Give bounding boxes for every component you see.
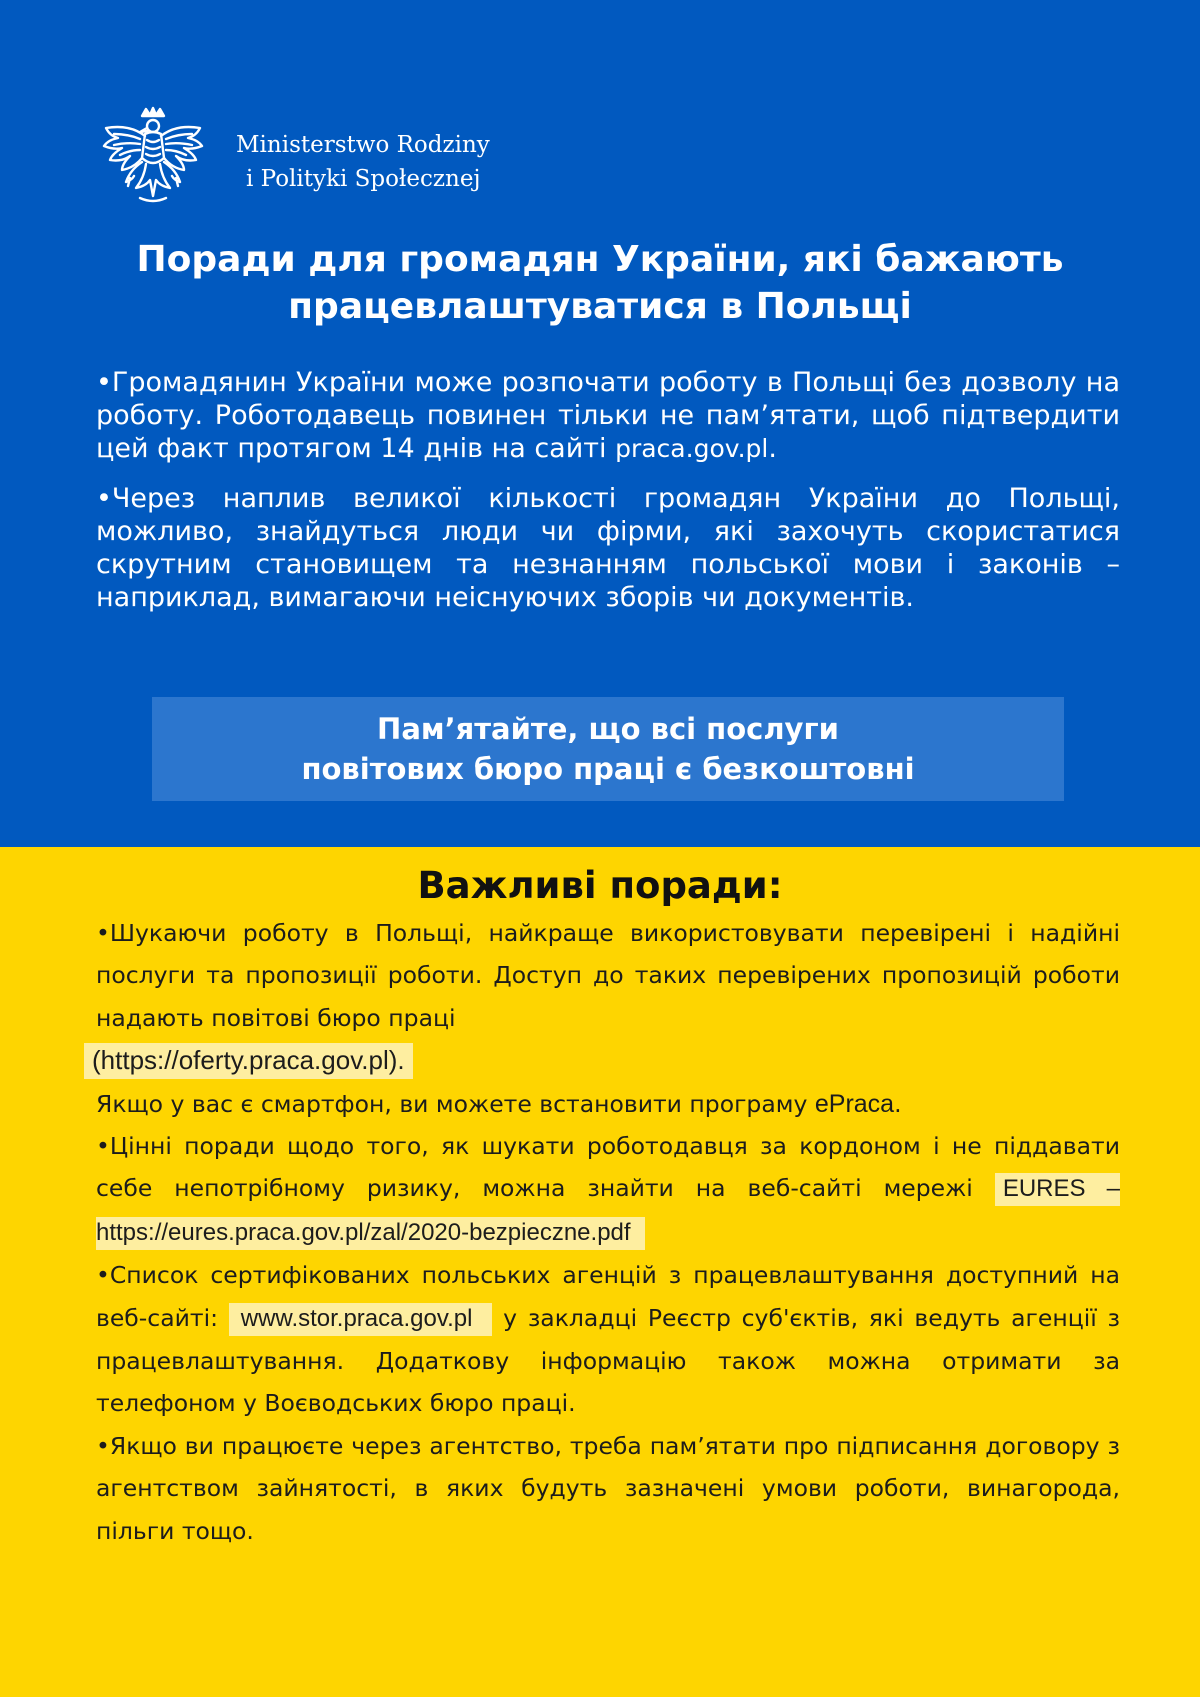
polish-eagle-emblem-icon — [100, 106, 206, 214]
oferty-praca-link[interactable]: (https://oferty.praca.gov.pl). — [84, 1043, 413, 1079]
ministry-name — [236, 128, 490, 196]
tips-heading: Важливі поради: — [417, 864, 783, 907]
tip-2 — [96, 1125, 1120, 1254]
title-line-2: працевлаштуватися в Польщі — [288, 286, 912, 327]
tip-3 — [96, 1254, 1120, 1425]
tip-1-app — [96, 1083, 1120, 1125]
tips-list — [92, 912, 1121, 1552]
remember-line-2: повітових бюро праці є безкоштовні — [301, 752, 915, 786]
tip-3-text-after: у закладці Реєстр суб'єктів, які ведуть агенції з працевлаштування. Додаткову інформацію також можна отримати за телефоном у Воєводських бюро праці. — [96, 1303, 1120, 1418]
tip-4: •Якщо ви працюєте через агентство, треба пам’ятати про підписання договору з агентством зайнятості, в яких будуть зазначені умови роботи, винагорода, пільги тощо. — [96, 1431, 1120, 1545]
tip-1-text: •Шукаючи роботу в Польщі, найкраще використовувати перевірені і надійні послуги та пропозиції роботи. Доступ до таких перевірених пропозицій роботи надають повітові бюро праці — [96, 919, 1120, 1032]
tip-1-app-end: . — [894, 1089, 902, 1118]
intro-p1-text: •Громадянин України може розпочати роботу в Польщі без дозволу на роботу. Роботодавець повинен тільки не пам’ятати, щоб підтвердити цей факт протягом 14 днів на сайті — [96, 367, 1120, 464]
tip-1 — [96, 912, 1120, 1039]
page-title — [60, 236, 1140, 330]
tip-1-url-line — [92, 1039, 1120, 1082]
tip-2-text: •Цінні поради щодо того, як шукати роботодавця за кордоном і не піддавати себе непотрібному ризику, можна знайти на веб-сайті мережі — [96, 1132, 1120, 1203]
remember-line-1: Пам’ятайте, що всі послуги — [377, 712, 839, 746]
blue-section — [0, 0, 1200, 847]
ministry-line-2: i Polityki Społecznej — [246, 166, 481, 192]
ministry-line-1: Ministerstwo Rodziny — [236, 132, 490, 158]
yellow-section — [0, 847, 1200, 1697]
praca-gov-link[interactable]: praca.gov.pl — [615, 434, 769, 463]
stor-praca-link[interactable]: www.stor.praca.gov.pl — [229, 1303, 493, 1336]
title-line-1: Поради для громадян України, які бажають — [136, 239, 1064, 280]
eures-link[interactable]: EURES – https://eures.praca.gov.pl/zal/2020-bezpieczne.pdf — [96, 1173, 1120, 1249]
tip-1-app-text: Якщо у вас є смартфон, ви можете встановити програму — [96, 1089, 815, 1118]
epraca-app-name: ePraca — [814, 1089, 895, 1118]
intro-paragraph-1 — [96, 366, 1120, 465]
intro-p1-end: . — [768, 433, 777, 464]
tip-3-text-before: •Список сертифікованих польських агенцій з працевлаштування доступний на веб-сайті: — [96, 1261, 1120, 1332]
intro-paragraph-2: •Через наплив великої кількості громадян України до Польщі, можливо, знайдуться люди чи фірми, які захочуть скористатися скрутним становищем та незнанням польської мови і законів – наприклад, вимагаючи неіснуючих зборів чи документів. — [96, 483, 1120, 613]
remember-box — [152, 697, 1064, 801]
